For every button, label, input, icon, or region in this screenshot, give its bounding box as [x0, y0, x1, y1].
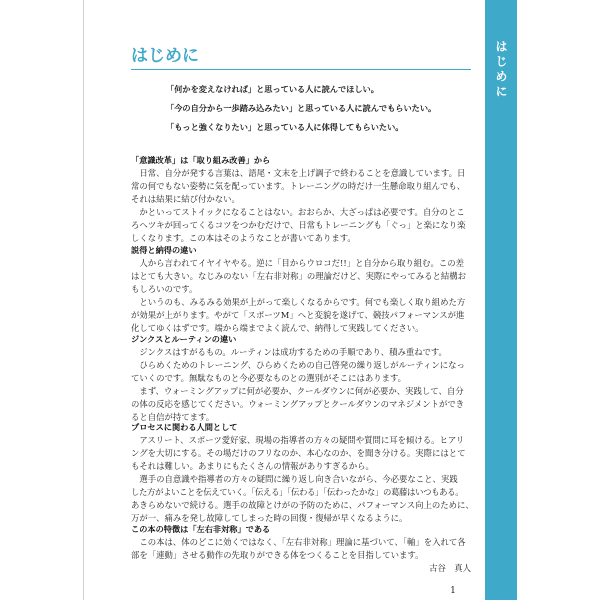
section-heading: 「意識改革」は「取り組み改善」から	[131, 154, 271, 165]
body-line: かといってストイックになることはない。おおらか、大ざっぱは必要です。自分のとこ	[131, 206, 465, 217]
body-line: この本は、体のどこに効くではなく、「左右非対称」理論に基づいて、「軸」を入れて各	[131, 537, 466, 547]
body-line: ングを大切にする。その場だけのフリなのか、本心なのか、を聞き分ける。実際にはとて	[131, 448, 466, 458]
section	[131, 333, 483, 424]
body-line: が効果が上がります。やがて「スポーツM」へと変貌を遂げて、競技パフォーマンスが進	[131, 310, 465, 320]
book-page	[83, 0, 517, 600]
intro-quotes	[166, 80, 476, 137]
intro-quote	[166, 99, 476, 118]
body-line: まず、ウォーミングアップに何が必要か、クールダウンに何が必要か、実践して、自分	[131, 386, 464, 396]
page-number: 1	[450, 586, 456, 596]
intro-quote	[166, 118, 476, 137]
quote-text: と思っている人に体得してもらいたい。	[256, 122, 404, 132]
body-line: 選手の自意識や指導者の方々の疑問に繰り返し向き合いながら、今必要なこと、実践	[131, 474, 458, 484]
author-signature: 古谷 真人	[429, 563, 471, 573]
body-line: しくなります。この本はそのようなことが書いてあります。	[131, 232, 356, 243]
section-heading: 説得と納得の違い	[131, 245, 197, 255]
body-line: ひらめくためのトレーニング、ひらめくための自己啓発の繰り返しがルーティンになっ	[131, 360, 465, 370]
body-line: もしろいのです。	[131, 284, 198, 294]
body-line: ると自信が持てます。	[131, 412, 215, 422]
section	[131, 421, 483, 525]
quote-emphasis: 「今の自分から一歩踏み込みたい」	[166, 103, 298, 113]
section-heading: この本の特徴は「左右非対称」である	[131, 524, 271, 534]
chapter-tab	[485, 0, 517, 600]
body-line: というのも、みるみる効果が上がって楽しくなるからです。何でも楽しく取り組めた方	[131, 297, 466, 307]
body-line: ろへツキが回ってくるコツをつかむだけで、日常もトレーニングも「ぐっ」と楽になり楽	[131, 219, 466, 230]
quote-emphasis: 「何かを変えなければ」	[166, 84, 257, 94]
body-line: 日常、自分が発する言葉は、語尾・文末を上げ調子で終わることを意識しています。日	[131, 167, 466, 178]
page-title: はじめに	[131, 46, 199, 66]
section	[131, 244, 483, 335]
body-line: 常の何でもない姿勢に気を配っています。トレーニングの時だけ一生懸命取り組んでも、	[131, 180, 466, 191]
title-rule	[131, 69, 471, 70]
body-line: ていくのです。無駄なものと今必要なものとの選別がそこにはあります。	[131, 373, 407, 383]
body-line: 部を「連動」させる動作の先取りができる体をつくることを目指しています。	[131, 550, 424, 560]
body-line: した方がよいことを伝えていく。「伝える」「伝わる」「伝わったかな」の葛藤はいつもある。	[131, 487, 464, 497]
body-line: 万が一、痛みを発し故障してしまった時の回復・復帰が早くなるように。	[131, 513, 408, 523]
section-heading: プロセスに関わる人間として	[131, 422, 238, 432]
body-line: もそれは難しい。あまりにもたくさんの情報がありすぎるから。	[131, 461, 374, 471]
body-line: の体の反応を感じてください。ウォーミングアップとクールダウンのマネジメントができ	[131, 399, 465, 409]
quote-text: と思っている人に読んでもらいたい。	[297, 103, 437, 113]
body-line: はとても大きい。なじみのない「左右非対称」の理論だけど、実際にやってみると結構お	[131, 271, 466, 281]
body-line: あきらめないで続ける。選手の故障とけがの予防のために、パフォーマンス向上のために、	[131, 500, 474, 510]
body-line: ジンクスはすがるもの。ルーティンは成功するための手順であり、積み重ねです。	[131, 347, 447, 357]
quote-text: と思っている人に読んでほしい。	[256, 84, 379, 94]
section	[131, 154, 483, 245]
body-line: 化してゆくはずです。端から端までよく読んで、納得して実践してください。	[131, 323, 424, 333]
section	[131, 523, 483, 562]
quote-emphasis: 「もっと強くなりたい」	[166, 122, 257, 132]
body-line: アスリート、スポーツ愛好家、現場の指導者の方々の疑問や質問に耳を傾ける。ヒアリ	[131, 435, 465, 445]
intro-quote	[166, 80, 476, 99]
chapter-tab-label: はじめに	[494, 40, 508, 100]
section-heading: ジンクスとルーティンの違い	[131, 334, 237, 344]
body-line: 人から言われてイヤイヤやる。逆に「目からウロコだ!!」と自分から取り組む。この差	[131, 258, 465, 268]
body-line: それは結果に結び付かない。	[131, 193, 240, 204]
